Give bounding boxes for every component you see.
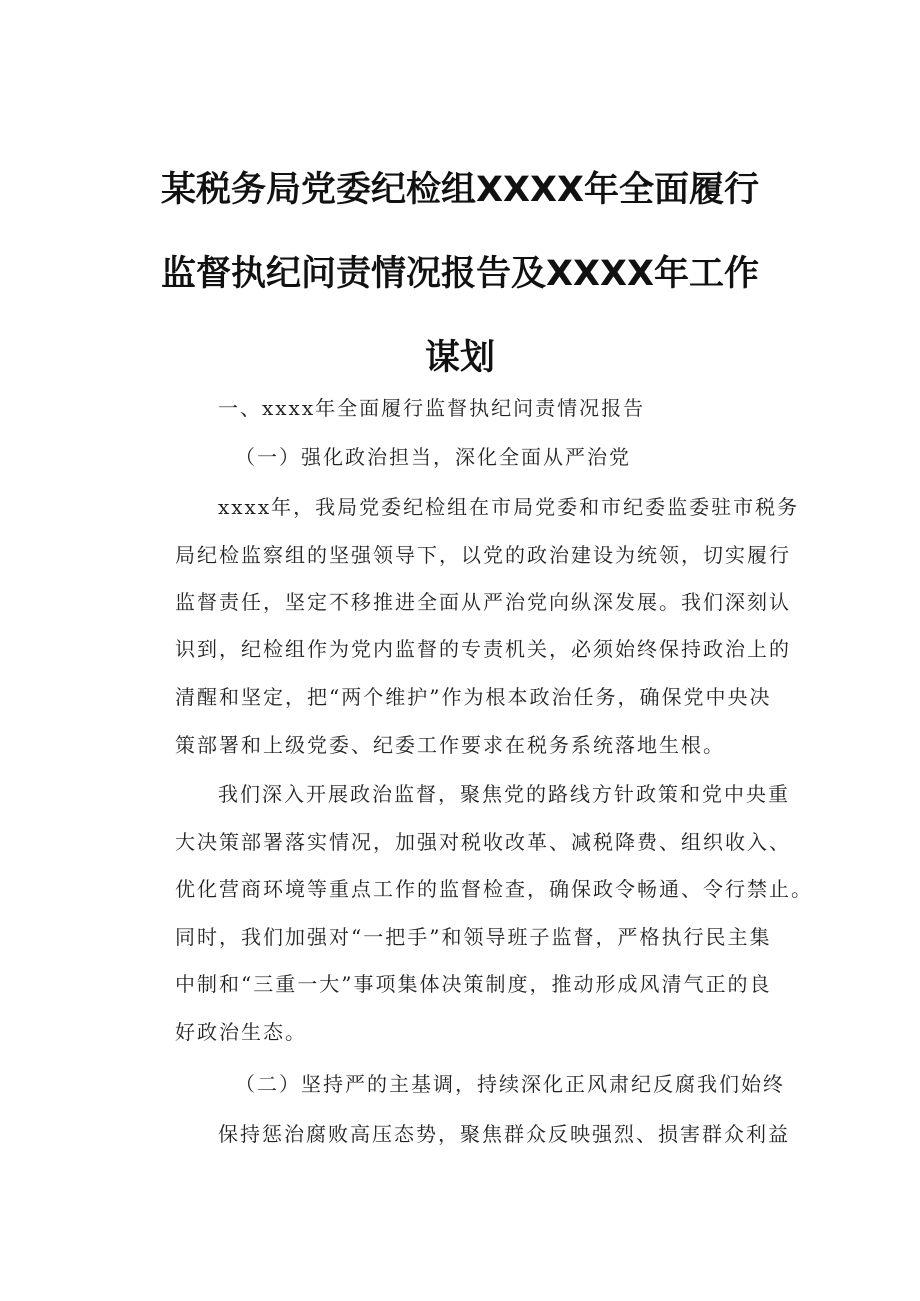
- paragraph-1-line-2: 局纪检监察组的坚强领导下，以党的政治建设为统领，切实履行: [175, 543, 791, 567]
- paragraph-2-line-6: 好政治生态。: [175, 1020, 307, 1044]
- paragraph-1-line-1: xxxx年，我局党委纪检组在市局党委和市纪委监委驻市税务: [218, 495, 800, 519]
- paragraph-3-line-1: 保持惩治腐败高压态势，聚焦群众反映强烈、损害群众利益: [218, 1122, 790, 1146]
- section-heading: 一、xxxx年全面履行监督执纪问责情况报告: [218, 396, 646, 420]
- paragraph-2-line-1: 我们深入开展政治监督，聚焦党的路线方针政策和党中央重: [218, 782, 790, 806]
- paragraph-1-line-6: 策部署和上级党委、纪委工作要求在税务系统落地生根。: [175, 733, 725, 757]
- subheading-2: （二）坚持严的主基调，持续深化正风肃纪反腐我们始终: [235, 1072, 785, 1096]
- paragraph-1-line-4: 识到，纪检组作为党内监督的专责机关，必须始终保持政治上的: [175, 637, 791, 661]
- paragraph-2-line-2: 大决策部署落实情况，加强对税收改革、减税降费、组织收入、: [175, 830, 791, 854]
- document-title-line-3: 谋划: [424, 338, 495, 378]
- paragraph-2-line-3: 优化营商环境等重点工作的监督检查，确保政令畅通、令行禁止。: [175, 877, 813, 901]
- document-title-line-2: 监督执纪问责情况报告及XXXX年工作: [161, 254, 759, 294]
- subheading-1: （一）强化政治担当，深化全面从严治党: [235, 445, 631, 469]
- paragraph-2-line-5: 中制和“三重一大”事项集体决策制度，推动形成风清气正的良: [175, 972, 772, 996]
- paragraph-2-line-4: 同时，我们加强对“一把手”和领导班子监督，严格执行民主集: [175, 925, 772, 949]
- paragraph-1-line-5: 清醒和坚定，把“两个维护”作为根本政治任务，确保党中央决: [175, 685, 772, 709]
- paragraph-1-line-3: 监督责任，坚定不移推进全面从严治党向纵深发展。我们深刻认: [175, 590, 791, 614]
- document-title-line-1: 某税务局党委纪检组XXXX年全面履行: [161, 170, 759, 210]
